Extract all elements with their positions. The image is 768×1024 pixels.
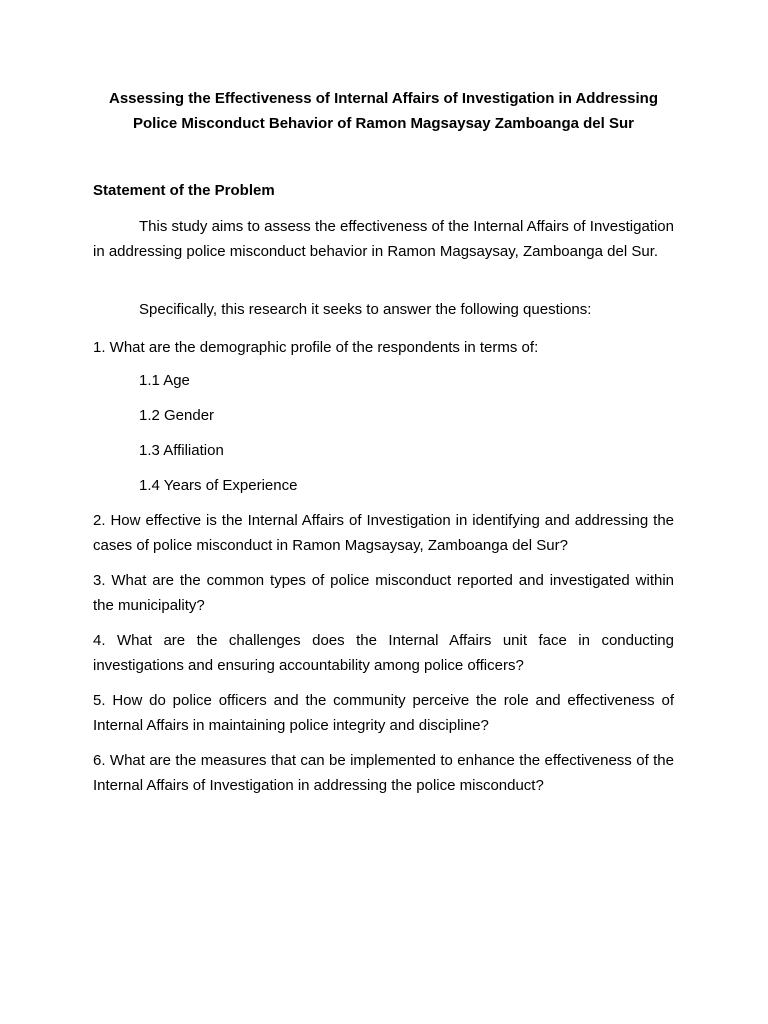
document-page (93, 86, 674, 794)
title-line-2: Police Misconduct Behavior of Ramon Magsaysay Zamboanga del Sur (133, 115, 634, 132)
question-5: 5. How do police officers and the community perceive the role and effectiveness of Internal Affairs in maintaining police integrity and discipline? (93, 692, 674, 734)
question-3: 3. What are the common types of police misconduct reported and investigated within the municipality? (93, 572, 674, 614)
question-1-item-affiliation: 1.3 Affiliation (139, 442, 224, 459)
question-2: 2. How effective is the Internal Affairs of Investigation in identifying and addressing the cases of police misconduct in Ramon Magsaysay, Zamboanga del Sur? (93, 512, 674, 554)
question-6: 6. What are the measures that can be implemented to enhance the effectiveness of the Internal Affairs of Investigation in addressing the police misconduct? (93, 752, 674, 794)
title-line-1: Assessing the Effectiveness of Internal Affairs of Investigation in Addressing (108, 90, 658, 107)
lead-sentence: Specifically, this research it seeks to answer the following questions: (139, 301, 592, 318)
document-title (93, 86, 674, 136)
question-1-item-experience: 1.4 Years of Experience (139, 477, 298, 494)
question-1-item-gender: 1.2 Gender (139, 407, 215, 424)
intro-paragraph: This study aims to assess the effectiveness of the Internal Affairs of Investigation in addressing police misconduct behavior in Ramon Magsaysay, Zamboanga del Sur. (93, 218, 674, 260)
question-1: 1. What are the demographic profile of the respondents in terms of: (93, 339, 539, 356)
question-1-item-age: 1.1 Age (139, 372, 190, 389)
question-4: 4. What are the challenges does the Internal Affairs unit face in conducting investigations and ensuring accountability among police officers? (93, 632, 674, 674)
section-heading: Statement of the Problem (93, 182, 275, 199)
